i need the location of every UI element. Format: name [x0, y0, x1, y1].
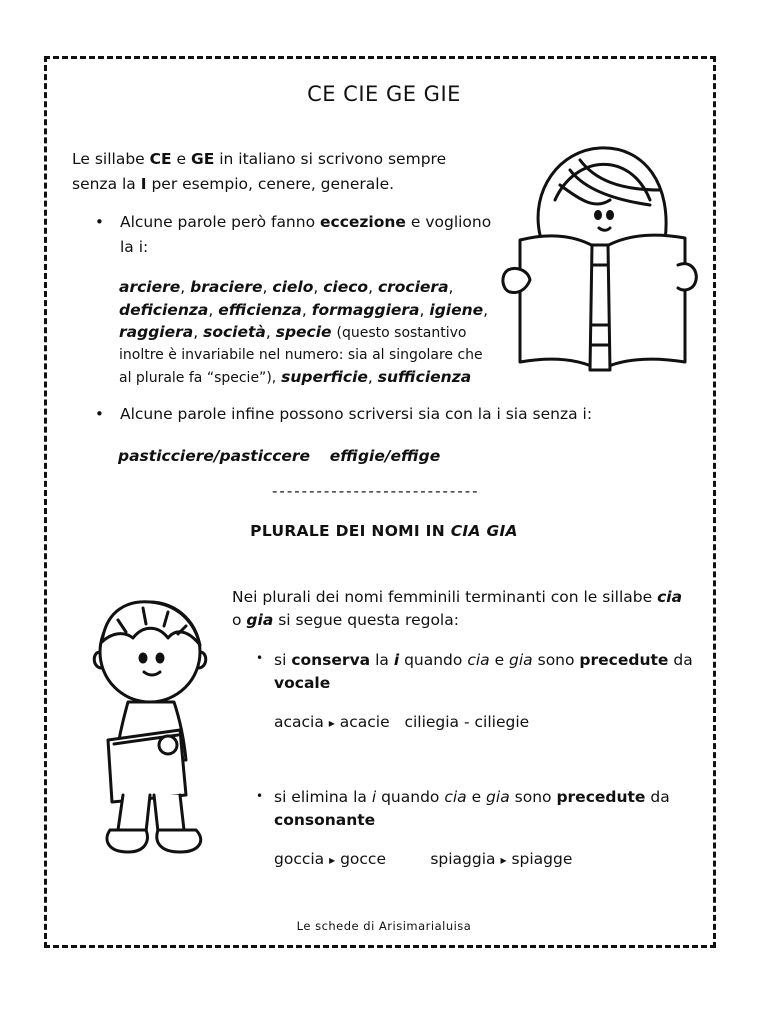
intro-line-1: Le sillabe CE e GE in italiano si scrivono sempre [72, 150, 447, 168]
page-title: CE CIE GE GIE [307, 82, 461, 106]
rule-2-examples: goccia ▸ gocce spiaggia ▸ spiagge [274, 850, 573, 868]
bullet-exceptions: • [95, 213, 104, 231]
letter-i: I [140, 175, 147, 193]
syllable-ge: GE [190, 150, 215, 168]
plural-line-1: Nei plurali dei nomi femminili terminanti con le sillabe cia [232, 588, 683, 606]
exception-note-line: inoltre è invariabile nel numero: sia al singolare che [119, 347, 483, 363]
section-separator: ---------------------------- [272, 482, 480, 500]
bullet-both-forms: • [95, 405, 104, 423]
both-forms-examples: pasticciere/pasticcere effigie/effige [118, 447, 441, 465]
exception-words-line-2: deficienza, efficienza, formaggiera, igiene, [119, 301, 489, 319]
plural-line-2: o gia si segue questa regola: [232, 611, 459, 629]
syllable-ce: CE [149, 150, 172, 168]
boy-holding-book-icon [88, 590, 228, 870]
girl-reading-book-icon [500, 130, 700, 375]
section-title: PLURALE DEI NOMI IN CIA GIA [250, 522, 518, 540]
rule-1-line-2: vocale [274, 674, 331, 692]
bullet-rule-1: • [256, 651, 264, 665]
exception-words-line-4: al plurale fa “specie”), superficie, sufficienza [119, 368, 472, 386]
exception-words-line-3: raggiera, società, specie (questo sostantivo [119, 323, 467, 341]
rule-2-line-2: consonante [274, 811, 376, 829]
exception-words-line-1: arciere, braciere, cielo, cieco, crociera, [119, 278, 454, 296]
bullet-rule-2: • [256, 789, 264, 803]
exceptions-line-2: la i: [120, 238, 149, 256]
rule-1-examples: acacia ▸ acacie ciliegia - ciliegie [274, 713, 530, 731]
exceptions-line-1: Alcune parole però fanno eccezione e vogliono [120, 213, 492, 231]
footer-credit: Le schede di Arisimarialuisa [296, 919, 472, 933]
rule-1-line-1: si conserva la i quando cia e gia sono precedute da [274, 651, 693, 669]
word-eccezione: eccezione [320, 213, 406, 231]
rule-2-line-1: si elimina la i quando cia e gia sono precedute da [274, 788, 670, 806]
intro-line-2: senza la I per esempio, cenere, generale. [72, 175, 395, 193]
both-forms-text: Alcune parole infine possono scriversi sia con la i sia senza i: [120, 405, 593, 423]
